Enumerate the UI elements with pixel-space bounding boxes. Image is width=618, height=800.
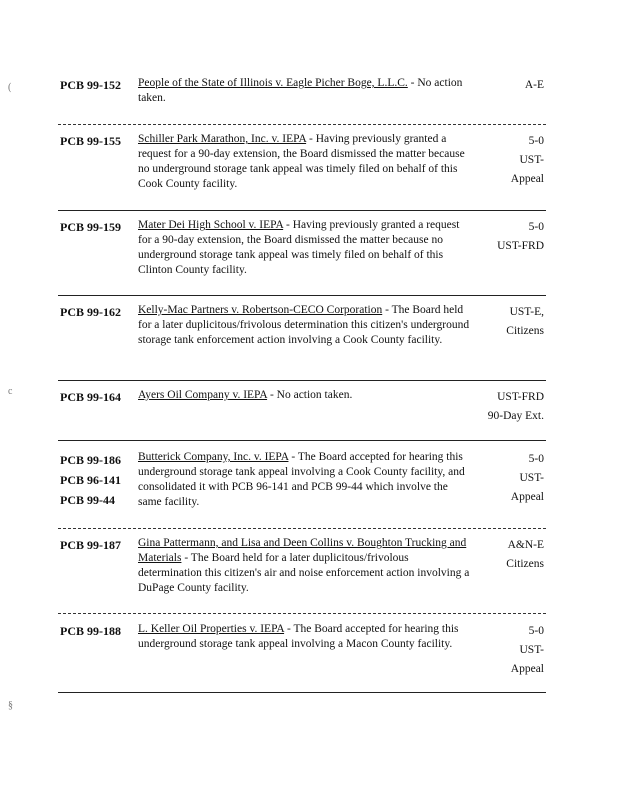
scan-mark-left-1: ( xyxy=(8,82,12,93)
case-title: Mater Dei High School v. IEPA xyxy=(138,219,284,231)
case-description xyxy=(138,76,474,106)
vote-label: UST- xyxy=(519,154,544,166)
divider xyxy=(58,613,546,614)
case-number: PCB 99-44 xyxy=(60,493,115,507)
vote-label: UST-FRD xyxy=(497,240,544,252)
case-description xyxy=(138,132,474,192)
case-text: - The Board accepted for hearing this underground storage tank appeal involving a Macon County facility. xyxy=(138,623,459,650)
vote-label: UST- xyxy=(519,472,544,484)
case-title: Kelly-Mac Partners v. Robertson-CECO Corporation xyxy=(138,304,383,316)
vote-label: Appeal xyxy=(510,663,544,675)
case-text: - The Board held for a later duplicitous/frivolous determination this citizen's air and noise enforcement action involving a DuPage County facility. xyxy=(138,552,470,594)
case-description xyxy=(138,218,474,278)
vote-column xyxy=(474,388,544,426)
vote-label: A-E xyxy=(524,79,544,91)
vote-label: 5-0 xyxy=(528,135,544,147)
vote-label: A&N-E xyxy=(507,539,544,551)
vote-label: 5-0 xyxy=(528,221,544,233)
divider xyxy=(58,440,546,441)
case-number: PCB 96-141 xyxy=(60,473,121,487)
vote-column xyxy=(474,450,544,507)
vote-label: Appeal xyxy=(510,173,544,185)
case-text: - Having previously granted a request for a 90-day extension, the Board dismissed the matter because no underground storage tank appeal was timely filed on behalf of this Clinton County facility. xyxy=(138,219,460,276)
vote-label: UST- xyxy=(519,644,544,656)
vote-label: 90-Day Ext. xyxy=(487,410,544,422)
divider xyxy=(58,380,546,381)
case-number: PCB 99-162 xyxy=(60,305,121,319)
case-text: - No action taken. xyxy=(267,389,353,401)
vote-label: Citizens xyxy=(506,325,544,337)
case-text: - The Board held for a later duplicitous/frivolous determination this citizen's underground storage tank enforcement action involving a Cook County facility. xyxy=(138,304,470,346)
vote-column xyxy=(474,218,544,256)
divider xyxy=(58,295,546,296)
case-title: Ayers Oil Company v. IEPA xyxy=(138,389,268,401)
case-number: PCB 99-155 xyxy=(60,134,121,148)
case-number: PCB 99-188 xyxy=(60,624,121,638)
case-number: PCB 99-152 xyxy=(60,78,121,92)
vote-label: UST-E, xyxy=(509,306,544,318)
case-text: - Having previously granted a request for a 90-day extension, the Board dismissed the matter because no underground storage tank appeal was timely filed on behalf of this Cook County facility. xyxy=(138,133,465,190)
case-title: Butterick Company, Inc. v. IEPA xyxy=(138,451,289,463)
vote-label: 5-0 xyxy=(528,453,544,465)
case-title: Gina Pattermann, and Lisa and Deen Collins v. Boughton Trucking and Materials xyxy=(138,537,467,564)
case-description xyxy=(138,388,474,403)
divider xyxy=(58,124,546,125)
vote-label: Citizens xyxy=(506,558,544,570)
case-title: People of the State of Illinois v. Eagle Picher Boge, L.L.C. xyxy=(138,77,408,89)
case-description xyxy=(138,622,474,652)
vote-column xyxy=(474,536,544,574)
case-number: PCB 99-164 xyxy=(60,390,121,404)
vote-label: UST-FRD xyxy=(497,391,544,403)
vote-label: Appeal xyxy=(510,491,544,503)
divider xyxy=(58,528,546,529)
vote-column xyxy=(474,132,544,189)
case-description xyxy=(138,303,474,348)
case-number: PCB 99-187 xyxy=(60,538,121,552)
case-title: L. Keller Oil Properties v. IEPA xyxy=(138,623,285,635)
case-text: - The Board accepted for hearing this underground storage tank appeal involving a Cook County facility, and consolidated it with PCB 96-141 and PCB 99-44 which involve the same facility. xyxy=(138,451,465,508)
divider xyxy=(58,210,546,211)
case-text: - No action taken. xyxy=(138,77,463,104)
vote-label: 5-0 xyxy=(528,625,544,637)
vote-column xyxy=(474,76,544,95)
vote-column xyxy=(474,622,544,679)
case-title: Schiller Park Marathon, Inc. v. IEPA xyxy=(138,133,307,145)
case-number: PCB 99-186 xyxy=(60,453,121,467)
divider xyxy=(58,692,546,693)
vote-column xyxy=(474,303,544,341)
case-description xyxy=(138,536,474,596)
case-description xyxy=(138,450,474,510)
scan-mark-left-2: c xyxy=(8,386,13,397)
scan-mark-left-3: § xyxy=(8,700,13,711)
case-number: PCB 99-159 xyxy=(60,220,121,234)
